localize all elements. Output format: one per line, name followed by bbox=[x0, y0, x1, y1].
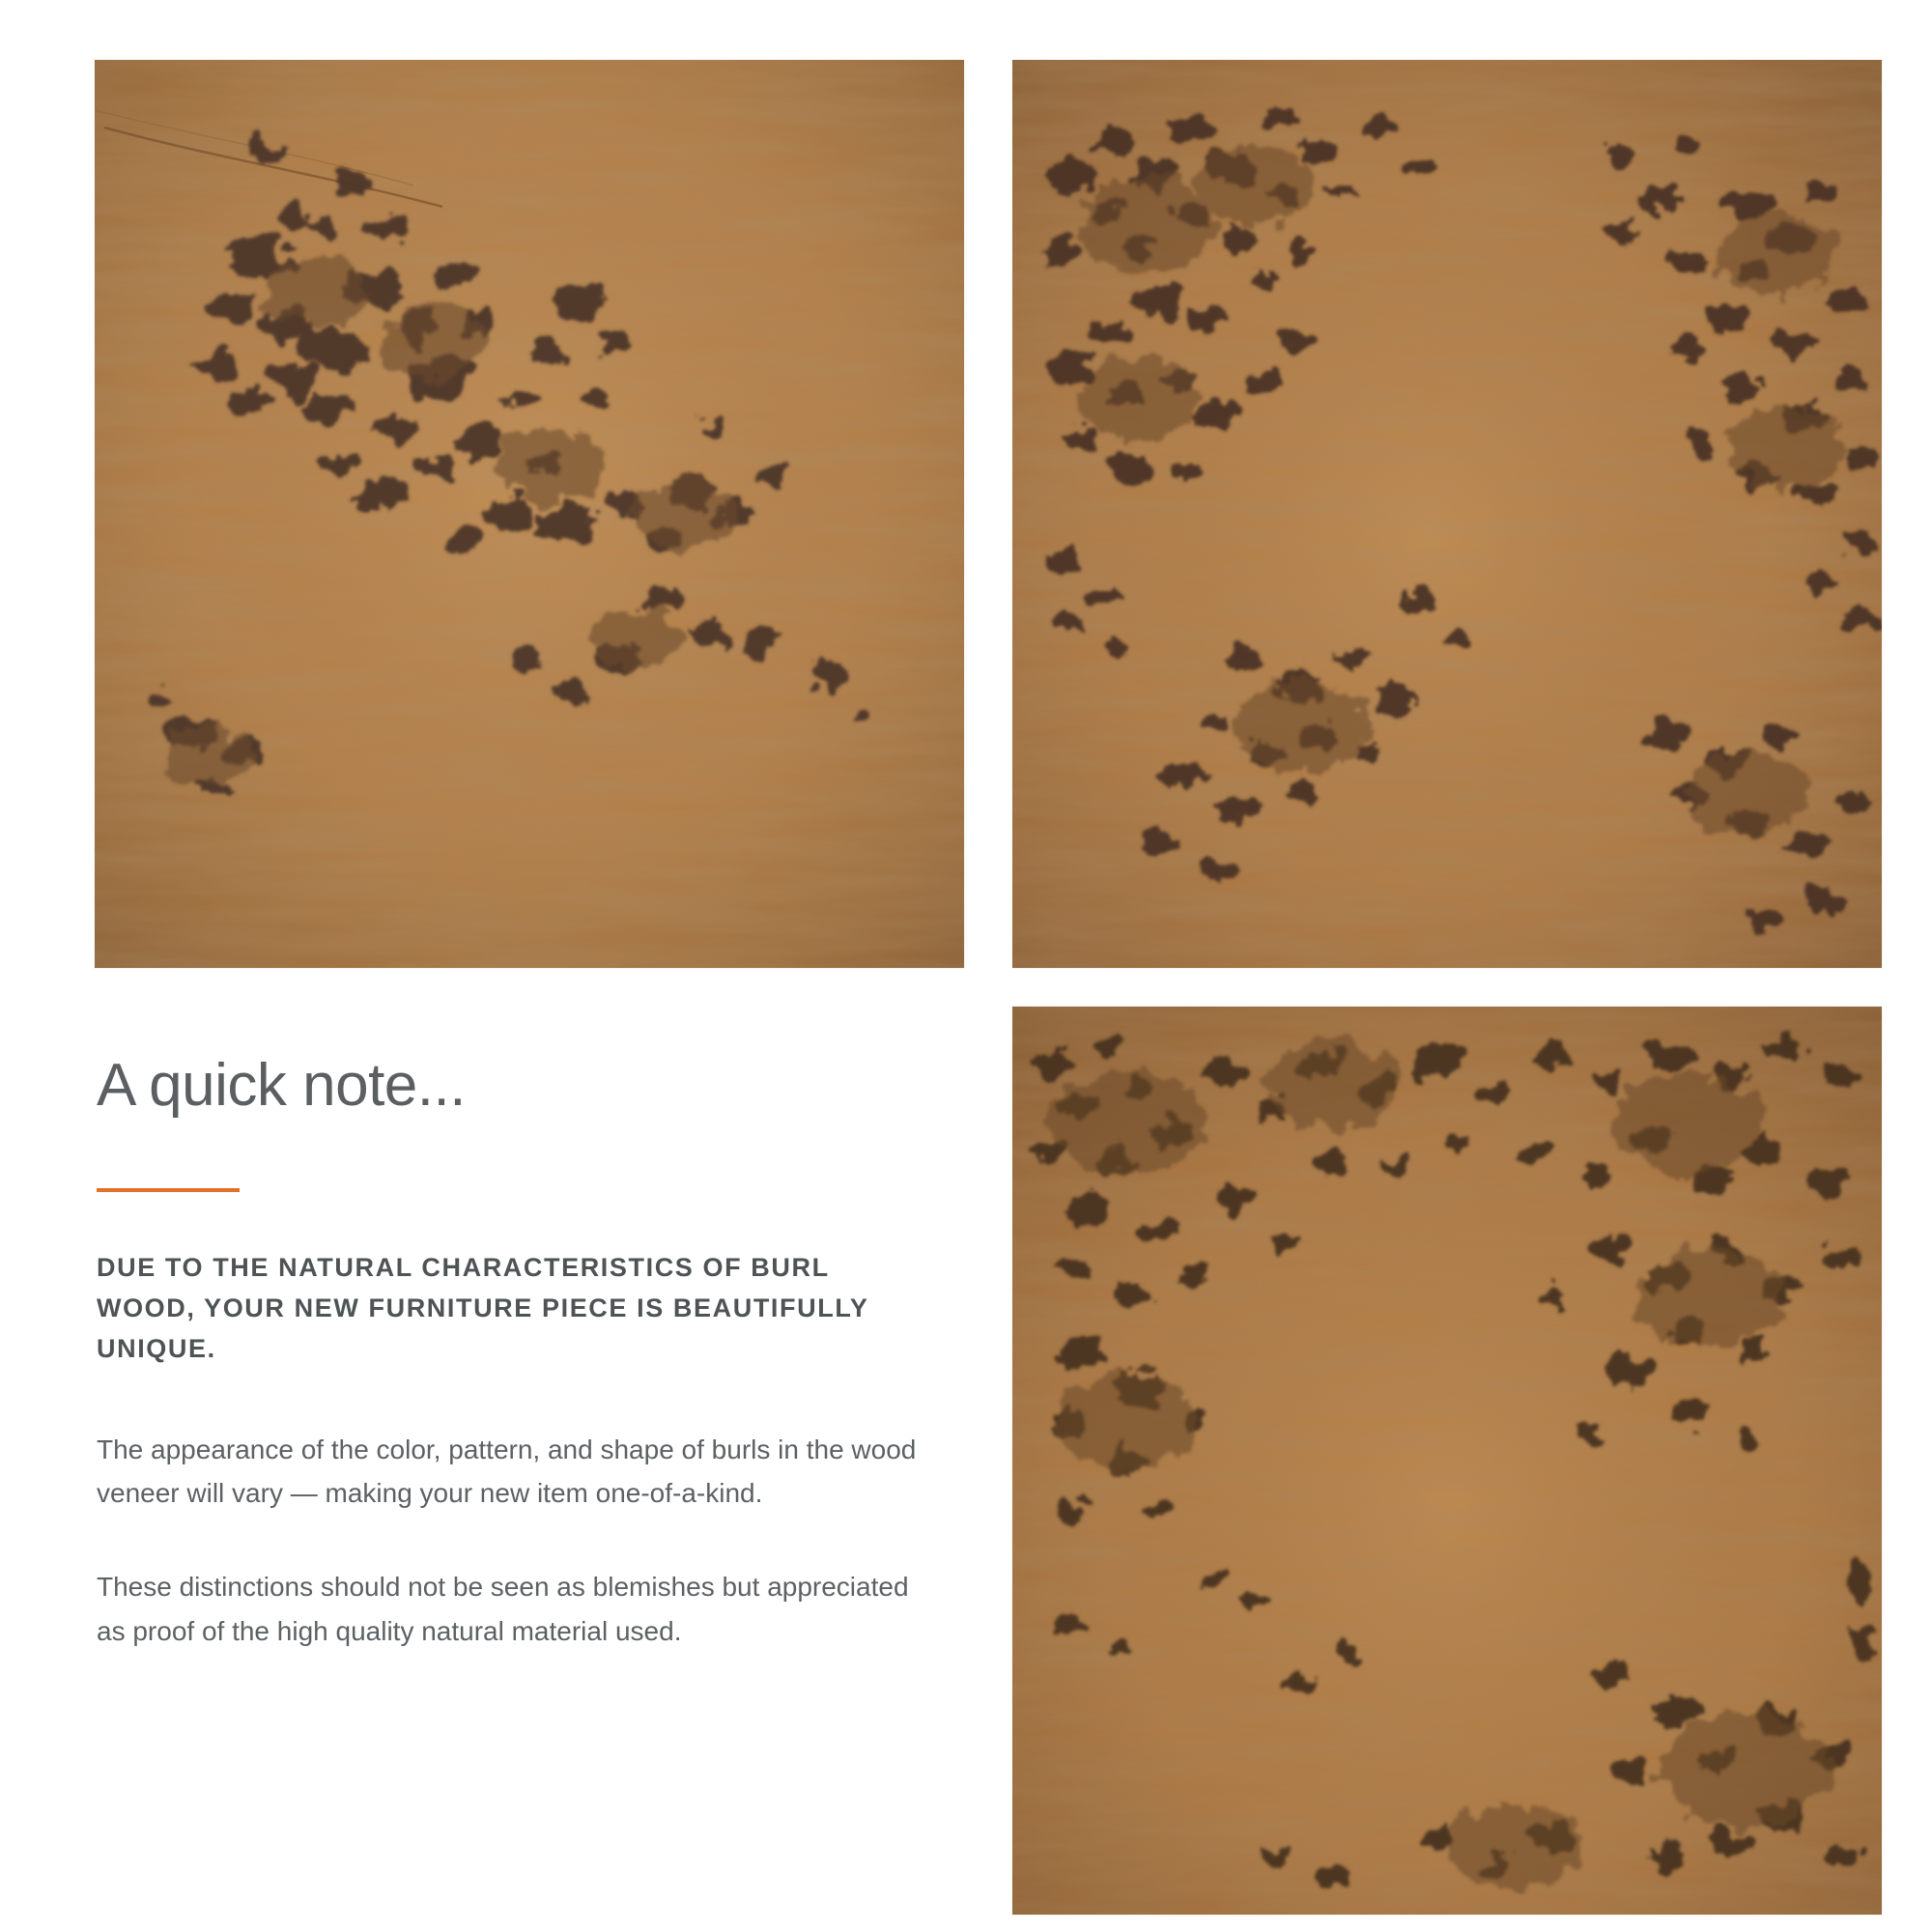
burl-wood-swatch-top-right bbox=[1012, 60, 1882, 968]
burl-wood-swatch-top-left bbox=[95, 60, 964, 968]
note-paragraph-2: These distinctions should not be seen as blemishes but appreciated as proof of the high quality natural material used. bbox=[97, 1572, 909, 1646]
quick-note-block bbox=[97, 1053, 927, 1653]
swatch-texture-2 bbox=[1012, 60, 1882, 968]
page-title: A quick note... bbox=[97, 1052, 466, 1119]
note-lede: DUE TO THE NATURAL CHARACTERISTICS OF BURL WOOD, YOUR NEW FURNITURE PIECE IS BEAUTIFULLY UNIQUE. bbox=[97, 1253, 869, 1363]
burl-wood-swatch-bottom-right bbox=[1012, 1007, 1882, 1915]
note-paragraph-1: The appearance of the color, pattern, and shape of burls in the wood veneer will vary — making your new item one-of-a-kind. bbox=[97, 1434, 917, 1509]
swatch-texture-3 bbox=[1012, 1007, 1882, 1915]
accent-divider bbox=[97, 1188, 240, 1192]
swatch-texture-1 bbox=[95, 60, 964, 968]
